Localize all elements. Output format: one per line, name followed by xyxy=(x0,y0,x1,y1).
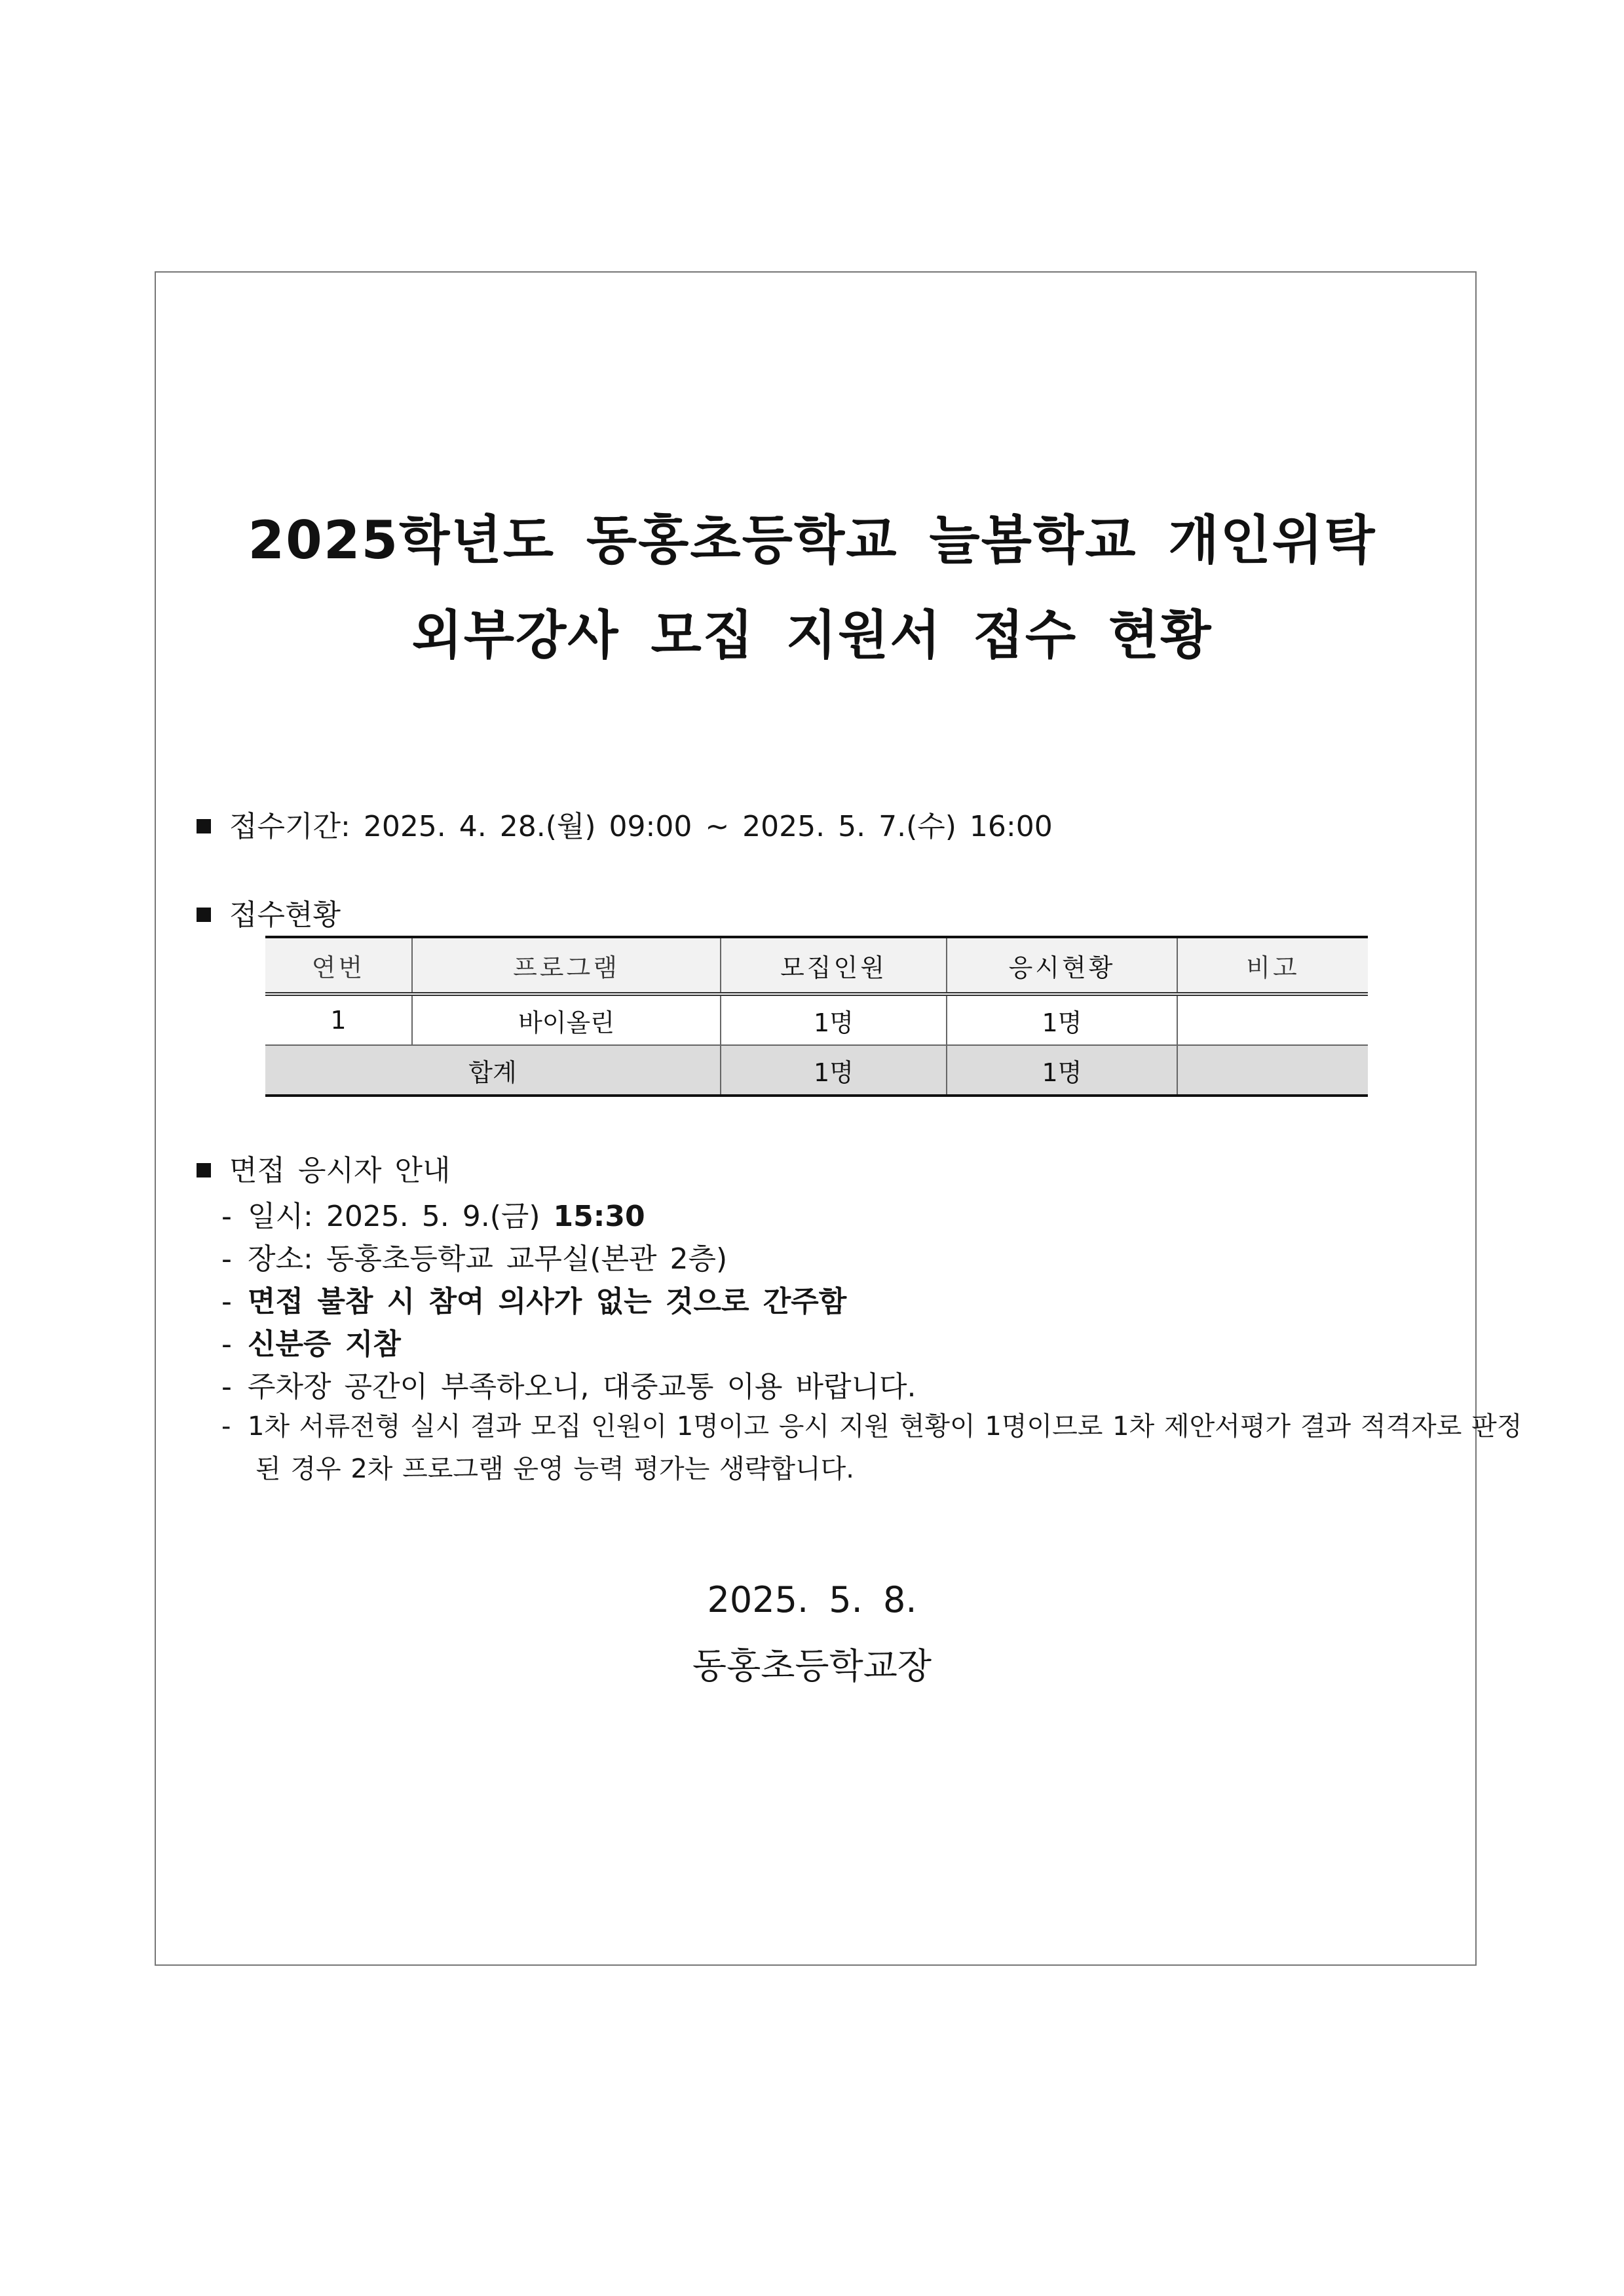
interview-absence-line xyxy=(221,1278,846,1320)
interview-parking-line xyxy=(221,1363,916,1405)
header-program: 프로그램 xyxy=(412,937,721,994)
interview-time: 15:30 xyxy=(553,1200,645,1233)
interview-place-line xyxy=(221,1235,727,1277)
dash-bullet: - xyxy=(221,1200,232,1233)
interview-absence: 면접 불참 시 참여 의사가 없는 것으로 간주함 xyxy=(248,1285,847,1318)
total-applied: 1명 xyxy=(947,1045,1177,1096)
table-row xyxy=(265,994,1368,1045)
square-bullet-icon xyxy=(197,1163,211,1177)
total-label: 합계 xyxy=(265,1045,721,1096)
table-header-row xyxy=(265,937,1368,994)
header-applied: 응시현황 xyxy=(947,937,1177,994)
cell-no: 1 xyxy=(265,994,412,1045)
dash-bullet: - xyxy=(221,1285,232,1318)
cell-recruit: 1명 xyxy=(721,994,947,1045)
dash-bullet: - xyxy=(221,1328,232,1361)
period-line xyxy=(197,803,1053,845)
dash-bullet: - xyxy=(221,1242,232,1276)
footer-date: 2025. 5. 8. xyxy=(707,1579,917,1620)
footer-signer: 동홍초등학교장 xyxy=(692,1645,932,1687)
interview-place: 장소: 동홍초등학교 교무실(본관 2층) xyxy=(248,1242,728,1276)
interview-date-line xyxy=(221,1193,645,1234)
cell-note xyxy=(1177,994,1368,1045)
total-recruit: 1명 xyxy=(721,1045,947,1096)
dash-bullet: - xyxy=(221,1411,231,1442)
period-text: 접수기간: 2025. 4. 28.(월) 09:00 ~ 2025. 5. 7.(수) 16:00 xyxy=(229,810,1053,843)
title-line-2: 외부강사 모집 지원서 접수 현황 xyxy=(411,605,1213,666)
status-table xyxy=(265,936,1368,1097)
square-bullet-icon xyxy=(197,819,211,833)
interview-heading-line xyxy=(197,1147,451,1189)
status-heading: 접수현황 xyxy=(229,898,341,932)
header-recruit: 모집인원 xyxy=(721,937,947,994)
header-no: 연번 xyxy=(265,937,412,994)
interview-note-line-2 xyxy=(255,1448,854,1485)
interview-id-card: 신분증 지참 xyxy=(248,1328,401,1361)
total-note xyxy=(1177,1045,1368,1096)
cell-applied: 1명 xyxy=(947,994,1177,1045)
table-total-row xyxy=(265,1045,1368,1096)
status-heading-line xyxy=(197,891,341,933)
title-line-1: 2025학년도 동홍초등학교 늘봄학교 개인위탁 xyxy=(248,510,1376,571)
interview-date-prefix: 일시: 2025. 5. 9.(금) xyxy=(248,1200,554,1233)
interview-note-line-1 xyxy=(221,1406,1522,1443)
cell-program: 바이올린 xyxy=(412,994,721,1045)
square-bullet-icon xyxy=(197,908,211,922)
interview-heading: 면접 응시자 안내 xyxy=(229,1154,451,1187)
interview-note-2: 된 경우 2차 프로그램 운영 능력 평가는 생략합니다. xyxy=(255,1454,854,1484)
interview-parking: 주차장 공간이 부족하오니, 대중교통 이용 바랍니다. xyxy=(248,1370,916,1404)
interview-note-1: 1차 서류전형 실시 결과 모집 인원이 1명이고 응시 지원 현황이 1명이므로 1차 제안서평가 결과 적격자로 판정 xyxy=(248,1411,1522,1442)
header-note: 비고 xyxy=(1177,937,1368,994)
interview-id-line xyxy=(221,1320,401,1362)
dash-bullet: - xyxy=(221,1370,232,1404)
